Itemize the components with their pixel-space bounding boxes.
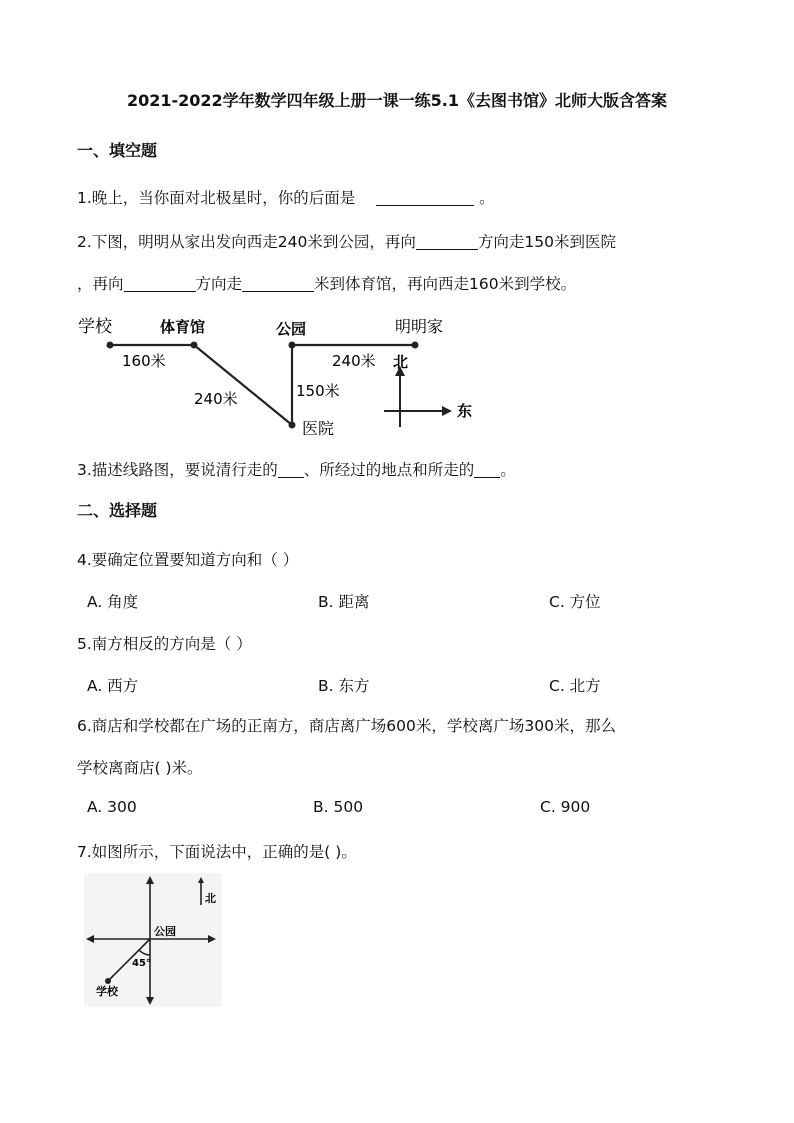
label-north: 北 [393, 353, 409, 371]
question-1 [77, 186, 495, 208]
question-2-line-1 [77, 230, 616, 252]
page-title: 2021-2022学年数学四年级上册一课一练5.1《去图书馆》北师大版含答案 [126, 91, 668, 110]
q2-text-c: ，再向 [77, 275, 124, 293]
section-fill-blank: 一、填空题 [77, 141, 158, 160]
q3-blank-1[interactable] [278, 461, 304, 478]
label-park: 公园 [154, 925, 176, 938]
q2-text-b: 方向走150米到医院 [477, 233, 616, 251]
q1-blank[interactable] [376, 189, 474, 206]
q1-text: 1.晚上，当你面对北极星时，你的后面是 [77, 189, 356, 207]
label-school: 学校 [78, 317, 112, 337]
q1-end: 。 [479, 189, 495, 207]
compass-arrows [384, 372, 445, 427]
label-north: 北 [205, 892, 216, 905]
q2-text-e: 米到体育馆，再向西走160米到学校。 [314, 275, 577, 293]
point-school [107, 342, 114, 349]
label-park: 公园 [276, 320, 307, 338]
q6-option-c[interactable]: C. 900 [540, 798, 591, 816]
q6-option-a[interactable]: A. 300 [87, 798, 137, 816]
q2-blank-2[interactable] [124, 275, 196, 292]
q3-text-c: 。 [500, 461, 516, 479]
q4-option-a[interactable]: A. 角度 [87, 593, 139, 611]
question-3 [77, 458, 516, 480]
label-gym: 体育馆 [160, 318, 206, 336]
q5-option-a[interactable]: A. 西方 [87, 677, 139, 695]
q2-blank-1[interactable] [416, 233, 478, 250]
q3-text-a: 3.描述线路图，要说清行走的 [77, 461, 278, 479]
label-150m: 150米 [296, 382, 340, 400]
label-240m-top: 240米 [332, 352, 376, 370]
label-240m-diag: 240米 [194, 390, 238, 408]
label-hospital: 医院 [302, 419, 335, 438]
question-6-line-1: 6.商店和学校都在广场的正南方，商店离广场600米，学校离广场300米，那么 [77, 717, 616, 735]
school-point [105, 978, 111, 984]
q4-option-c[interactable]: C. 方位 [549, 593, 601, 611]
point-gym [191, 342, 198, 349]
label-160m: 160米 [122, 352, 166, 370]
question-6-line-2: 学校离商店( )米。 [77, 759, 203, 777]
label-school: 学校 [96, 985, 118, 998]
question-4: 4.要确定位置要知道方向和（ ） [77, 551, 299, 569]
q4-option-b[interactable]: B. 距离 [318, 593, 370, 611]
q3-blank-2[interactable] [474, 461, 500, 478]
point-hospital [289, 422, 296, 429]
q2-text-d: 方向走 [195, 275, 243, 293]
question-2-line-2 [77, 272, 576, 294]
road-gym-hospital [194, 345, 292, 425]
question-5: 5.南方相反的方向是（ ） [77, 635, 252, 653]
label-angle: 45° [132, 958, 151, 969]
route-map [70, 312, 490, 444]
q3-text-b: 、所经过的地点和所走的 [303, 461, 475, 479]
q2-blank-3[interactable] [242, 275, 314, 292]
question-7: 7.如图所示，下面说法中，正确的是( )。 [77, 843, 357, 861]
point-park [289, 342, 296, 349]
q5-option-b[interactable]: B. 东方 [318, 677, 370, 695]
q6-option-b[interactable]: B. 500 [313, 798, 364, 816]
label-home: 明明家 [395, 317, 444, 336]
section-multiple-choice: 二、选择题 [77, 501, 158, 520]
q7-figure [84, 873, 224, 1009]
east-arrow-icon [442, 406, 452, 416]
q2-text-a: 2.下图，明明从家出发向西走240米到公园，再向 [77, 233, 416, 251]
label-east: 东 [457, 402, 473, 420]
point-home [412, 342, 419, 349]
q5-option-c[interactable]: C. 北方 [549, 677, 601, 695]
